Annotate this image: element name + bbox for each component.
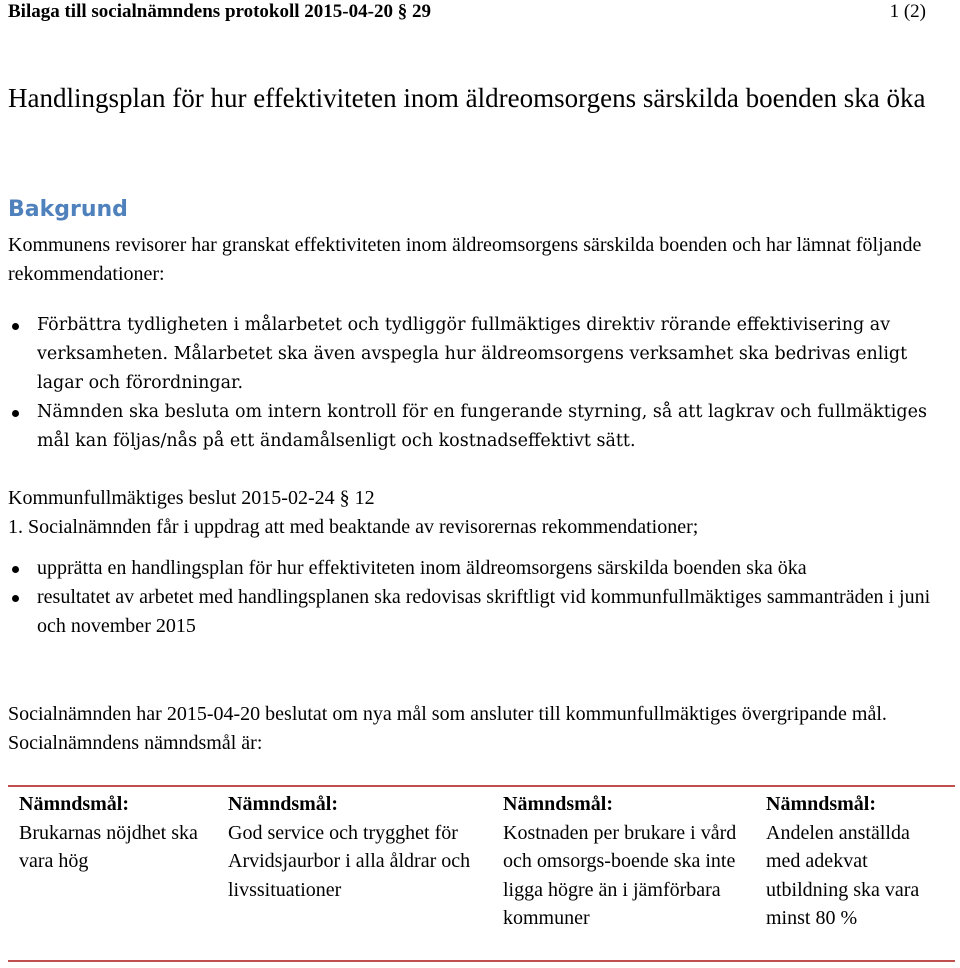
goal-heading: Nämndsmål: xyxy=(503,793,614,815)
list-item xyxy=(0,583,955,641)
list-item xyxy=(0,398,955,456)
goal-cell xyxy=(228,790,498,904)
table-bottom-rule xyxy=(8,960,955,962)
decision-reference: Kommunfullmäktiges beslut 2015-02-24 § 12 xyxy=(8,487,375,509)
table-top-rule xyxy=(8,785,955,787)
section-heading-bakgrund: Bakgrund xyxy=(8,197,128,222)
goals-intro-paragraph: Socialnämnden har 2015-04-20 beslutat om nya mål som ansluter till kommunfullmäktiges övergripande mål. Socialnämndens nämndsmål är: xyxy=(8,703,887,754)
goal-heading: Nämndsmål: xyxy=(766,793,877,815)
list-item xyxy=(0,554,955,583)
goal-cell xyxy=(19,790,209,876)
goal-heading: Nämndsmål: xyxy=(228,793,339,815)
goal-text: Kostnaden per brukare i vård och omsorgs-boende ska inte ligga högre än i jämförbara kommuner xyxy=(503,821,737,929)
goal-text: Brukarnas nöjdhet ska vara hög xyxy=(19,821,198,872)
goal-text: God service och trygghet för Arvidsjaurbor i alla åldrar och livssituationer xyxy=(228,821,471,901)
list-item xyxy=(0,311,955,398)
goal-text: Andelen anställda med adekvat utbildning ska vara minst 80 % xyxy=(766,821,920,929)
decision-point: 1. Socialnämnden får i uppdrag att med beaktande av revisorernas rekommendationer; xyxy=(8,516,699,538)
bullet-icon xyxy=(12,595,19,602)
recommendation-text: Nämnden ska besluta om intern kontroll för en fungerande styrning, så att lagkrav och fullmäktiges mål kan följas/nås på ett ändamålsenligt och kostnadseffektivt sätt. xyxy=(37,402,927,451)
goal-heading: Nämndsmål: xyxy=(19,793,130,815)
bullet-icon xyxy=(12,566,19,573)
assignment-text: resultatet av arbetet med handlingsplanen ska redovisas skriftligt vid kommunfullmäktiges sammanträden i juni och november 2015 xyxy=(37,586,931,637)
recommendation-text: Förbättra tydligheten i målarbetet och tydliggör fullmäktiges direktiv rörande effektivisering av verksamheten. Målarbetet ska även avspegla hur äldreomsorgens verksamhet ska bedrivas enligt lagar och förordningar. xyxy=(37,315,908,393)
bullet-icon xyxy=(12,323,19,330)
document-title: Handlingsplan för hur effektiviteten inom äldreomsorgens särskilda boenden ska öka xyxy=(8,83,926,113)
recommendations-list xyxy=(0,311,960,456)
page-header xyxy=(8,0,926,28)
intro-paragraph: Kommunens revisorer har granskat effektiviteten inom äldreomsorgens särskilda boenden och har lämnat följande rekommendationer: xyxy=(8,234,922,285)
page-number: 1 (2) xyxy=(889,1,926,22)
bullet-icon xyxy=(12,410,19,417)
goals-table xyxy=(8,790,955,958)
assignments-list xyxy=(0,554,960,641)
attachment-reference: Bilaga till socialnämndens protokoll 2015-04-20 § 29 xyxy=(8,1,431,22)
goal-cell xyxy=(766,790,946,933)
assignment-text: upprätta en handlingsplan för hur effektiviteten inom äldreomsorgens särskilda boenden ska öka xyxy=(37,557,807,579)
goal-cell xyxy=(503,790,748,933)
